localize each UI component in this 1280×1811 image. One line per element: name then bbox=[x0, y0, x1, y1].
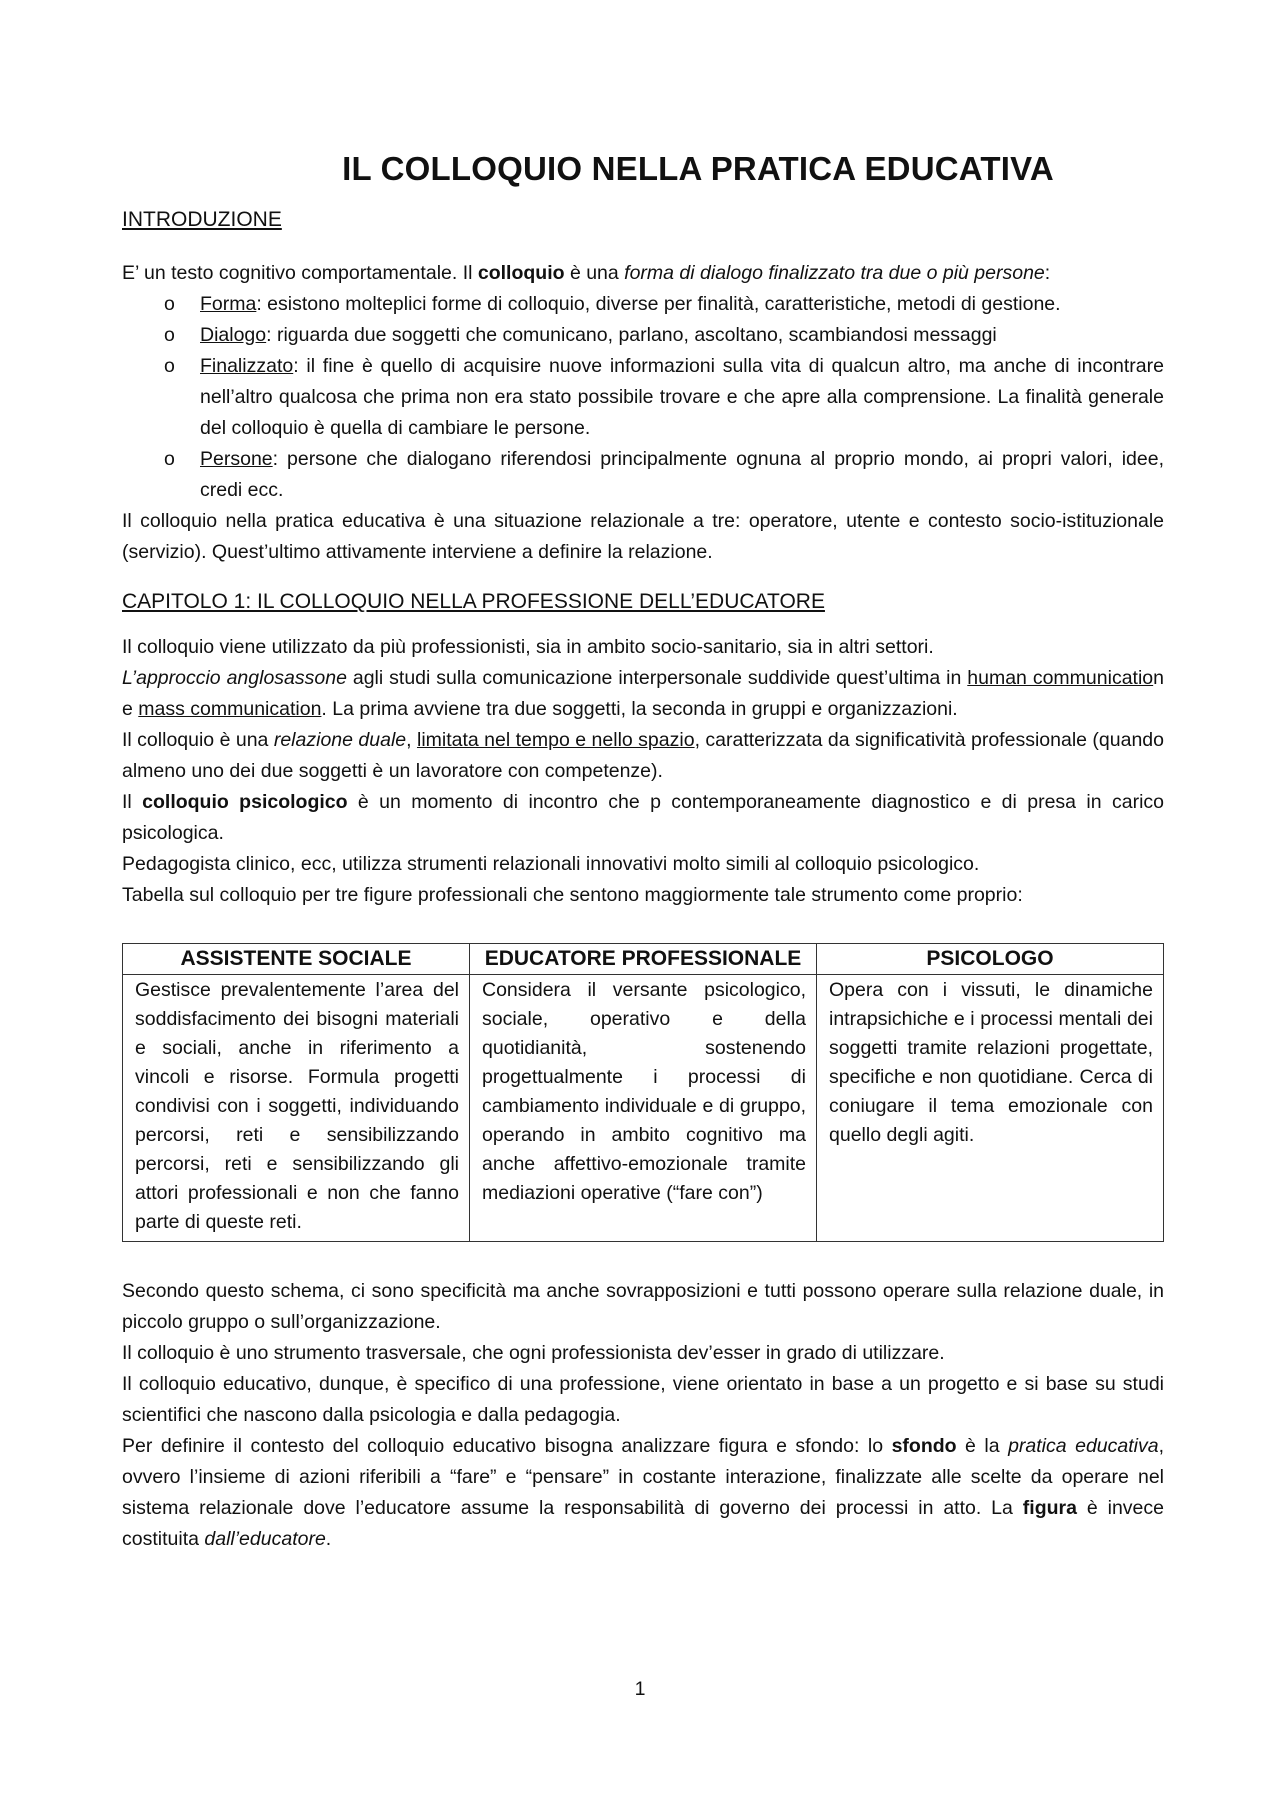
professions-table bbox=[122, 943, 1164, 1242]
chapter-1-heading: CAPITOLO 1: IL COLLOQUIO NELLA PROFESSIONE DELL’EDUCATORE bbox=[122, 590, 825, 613]
text-run: agli studi sulla comunicazione interpersonale suddivide quest’ultima in bbox=[346, 667, 968, 689]
table-header-row bbox=[123, 944, 1164, 975]
table-cell: Opera con i vissuti, le dinamiche intrapsichiche e i processi mentali dei soggetti tramite relazioni progettate, specifiche e non quotidiane. Cerca di coniugare il tema emozionale con quello degli agiti. bbox=[817, 975, 1164, 1242]
list-item bbox=[122, 444, 1164, 506]
text-run: , ovvero l’insieme di azioni riferibili a “fare” e “pensare” in costante interazione, finalizzate alle scelte da operare nel sistema relazionale dove l’educatore assume la responsabilità di governo dei processi in atto. La bbox=[122, 1435, 1165, 1519]
italic-term: dall’educatore bbox=[204, 1528, 326, 1550]
chapter-paragraph-4 bbox=[122, 787, 1164, 849]
underlined-term: human communicatio bbox=[967, 667, 1154, 689]
document-title: IL COLLOQUIO NELLA PRATICA EDUCATIVA bbox=[342, 150, 1054, 187]
chapter-paragraph-7: Secondo questo schema, ci sono specificità ma anche sovrapposizioni e tutti possono operare sulla relazione duale, in piccolo gruppo o sull’organizzazione. bbox=[122, 1280, 1164, 1333]
table-row bbox=[123, 975, 1164, 1242]
text-run: Il colloquio è una bbox=[122, 729, 274, 751]
text-run: Il bbox=[122, 791, 143, 813]
text-run: n e bbox=[122, 667, 1164, 720]
bullet-marker: o bbox=[164, 355, 175, 377]
chapter-paragraph-8: Il colloquio è uno strumento trasversale, che ogni professionista dev’esser in grado di utilizzare. bbox=[122, 1342, 945, 1364]
text-run: : bbox=[1044, 262, 1051, 284]
bold-term: colloquio bbox=[477, 262, 565, 284]
table-header-cell: ASSISTENTE SOCIALE bbox=[123, 944, 470, 975]
italic-definition: forma di dialogo finalizzato tra due o più persone bbox=[624, 262, 1045, 284]
bullet-term: Dialogo bbox=[200, 324, 267, 346]
chapter-paragraph-2 bbox=[122, 663, 1164, 725]
list-item bbox=[122, 289, 1164, 320]
italic-term: pratica educativa bbox=[1008, 1435, 1159, 1457]
text-run: è invece costituita bbox=[122, 1497, 1164, 1550]
bullet-term: Finalizzato bbox=[200, 355, 294, 377]
table-cell: Considera il versante psicologico, sociale, operativo e della quotidianità, sostenendo progettualmente i processi di cambiamento individuale e di gruppo, operando in ambito cognitivo ma anche affettivo-emozionale tramite mediazioni operative (“fare con”) bbox=[470, 975, 817, 1242]
italic-term: L’approccio anglosassone bbox=[122, 667, 347, 689]
text-run: . bbox=[325, 1528, 332, 1550]
intro-paragraph-1 bbox=[122, 258, 1164, 289]
bullet-text: : esistono molteplici forme di colloquio, diverse per finalità, caratteristiche, metodi di gestione. bbox=[256, 293, 1061, 315]
bullet-marker: o bbox=[164, 324, 175, 346]
intro-paragraph-2: Il colloquio nella pratica educativa è una situazione relazionale a tre: operatore, utente e contesto socio-istituzionale (servizio). Quest’ultimo attivamente interviene a definire la relazione. bbox=[122, 510, 1164, 563]
text-run: Per definire il contesto del colloquio educativo bisogna analizzare figura e sfondo: lo bbox=[122, 1435, 892, 1457]
table-header-cell: EDUCATORE PROFESSIONALE bbox=[470, 944, 817, 975]
bullet-term: Forma bbox=[200, 293, 257, 315]
text-run: è una bbox=[564, 262, 625, 284]
text-run: , caratterizzata da significatività professionale (quando almeno uno dei due soggetti è un lavoratore con competenze). bbox=[122, 729, 1164, 782]
table-header-cell: PSICOLOGO bbox=[817, 944, 1164, 975]
page-number: 1 bbox=[634, 1678, 646, 1700]
text-run: è un momento di incontro che p contemporaneamente diagnostico e di presa in carico psicologica. bbox=[122, 791, 1164, 844]
document-page bbox=[122, 150, 1164, 1555]
chapter-paragraph-6: Tabella sul colloquio per tre figure professionali che sentono maggiormente tale strumento come proprio: bbox=[122, 884, 1023, 906]
bold-term: figura bbox=[1022, 1497, 1077, 1519]
bullet-text: : persone che dialogano riferendosi principalmente ognuna al proprio mondo, ai propri valori, idee, credi ecc. bbox=[200, 448, 1164, 501]
bullet-term: Persone bbox=[200, 448, 273, 470]
text-run: E’ un testo cognitivo comportamentale. Il bbox=[122, 262, 478, 284]
bold-term: colloquio psicologico bbox=[142, 791, 348, 813]
chapter-paragraph-5: Pedagogista clinico, ecc, utilizza strumenti relazionali innovativi molto simili al colloquio psicologico. bbox=[122, 853, 980, 875]
list-item bbox=[122, 351, 1164, 444]
bold-term: sfondo bbox=[891, 1435, 957, 1457]
bullet-marker: o bbox=[164, 293, 175, 315]
text-run: . La prima avviene tra due soggetti, la seconda in gruppi e organizzazioni. bbox=[321, 698, 958, 720]
list-item bbox=[122, 320, 1164, 351]
bullet-text: : riguarda due soggetti che comunicano, parlano, ascoltano, scambiandosi messaggi bbox=[266, 324, 997, 346]
table-cell: Gestisce prevalentemente l’area del soddisfacimento dei bisogni materiali e sociali, anche in riferimento a vincoli e risorse. Formula progetti condivisi con i soggetti, individuando percorsi, reti e sensibilizzando percorsi, reti e sensibilizzando gli attori professionali e non che fanno parte di queste reti. bbox=[123, 975, 470, 1242]
intro-bullet-list bbox=[122, 289, 1164, 506]
chapter-paragraph-3 bbox=[122, 725, 1164, 787]
chapter-paragraph-1: Il colloquio viene utilizzato da più professionisti, sia in ambito socio-sanitario, sia in altri settori. bbox=[122, 636, 934, 658]
underlined-term: mass communication bbox=[138, 698, 322, 720]
chapter-paragraph-10 bbox=[122, 1431, 1164, 1555]
text-run: , bbox=[406, 729, 417, 751]
bullet-marker: o bbox=[164, 448, 175, 470]
intro-heading: INTRODUZIONE bbox=[122, 208, 282, 231]
bullet-text: : il fine è quello di acquisire nuove informazioni sulla vita di qualcun altro, ma anche di incontrare nell’altro qualcosa che prima non era stato possibile trovare e che apre alla comprensione. La finalità generale del colloquio è quella di cambiare le persone. bbox=[200, 355, 1164, 439]
text-run: è la bbox=[956, 1435, 1009, 1457]
underlined-term: limitata nel tempo e nello spazio bbox=[416, 729, 695, 751]
chapter-paragraph-9: Il colloquio educativo, dunque, è specifico di una professione, viene orientato in base a un progetto e si base su studi scientifici che nascono dalla psicologia e dalla pedagogia. bbox=[122, 1373, 1164, 1426]
italic-term: relazione duale bbox=[273, 729, 407, 751]
